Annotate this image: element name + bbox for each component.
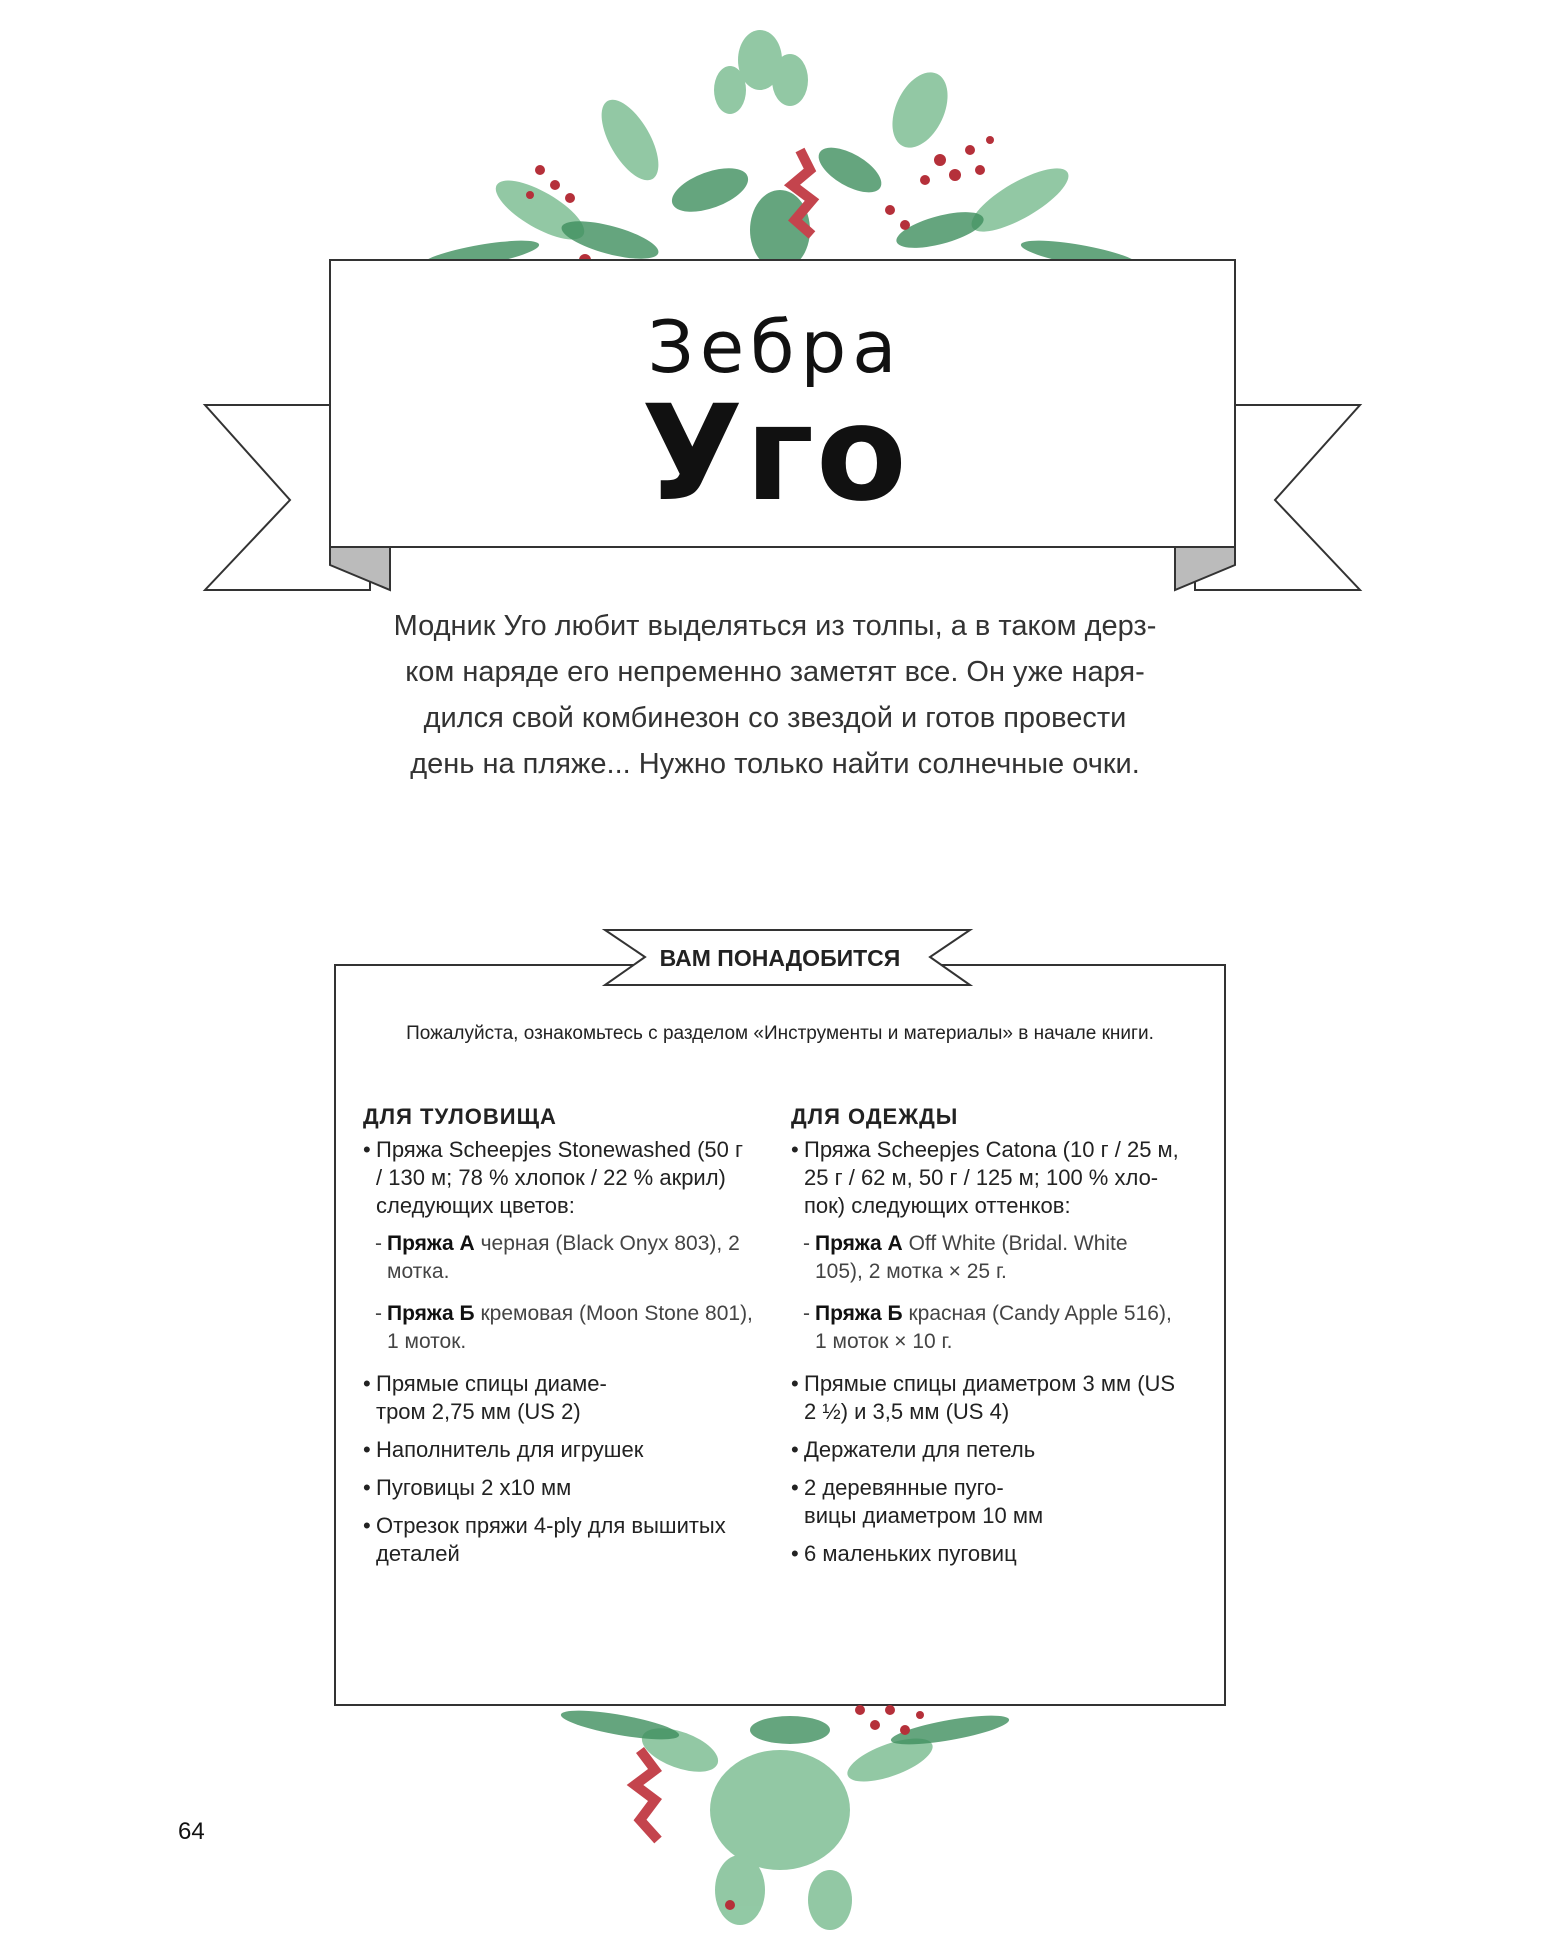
list-item: • 6 маленьких пуговиц [791,1540,1181,1568]
page-number: 64 [178,1818,205,1845]
list-item: • Пряжа Scheepjes Catona (10 г / 25 м, 25 г / 62 м, 50 г / 125 м; 100 % хло-пок) следующих оттенков: [791,1136,1181,1220]
intro-line: ком наряде его непременно заметят все. Он уже наря- [405,656,1145,688]
botanical-decoration-bottom [530,1690,1030,1937]
intro-paragraph [390,603,1160,787]
list-subitem: - Пряжа Б кремовая (Moon Stone 801), 1 моток. [363,1300,753,1356]
list-item: • Прямые спицы диаметром 3 мм (US 2 ½) и 3,5 мм (US 4) [791,1370,1181,1426]
list-subitem: - Пряжа А Off White (Bridal. White 105), 2 мотка × 25 г. [791,1230,1181,1286]
page-title: Уго [641,377,909,531]
list-item: • Прямые спицы диаме- тром 2,75 мм (US 2) [363,1370,753,1426]
title-subtitle: Зебра [647,305,903,389]
list-subitem: - Пряжа Б красная (Candy Apple 516), 1 моток × 10 г. [791,1300,1181,1356]
list-item: • Держатели для петель [791,1436,1181,1464]
intro-line: дился свой комбинезон со звездой и готов провести [423,702,1127,734]
list-item: • Пряжа Scheepjes Stonewashed (50 г / 130 м; 78 % хлопок / 22 % акрил) следующих цветов: [363,1136,753,1220]
list-subitem: - Пряжа А черная (Black Onyx 803), 2 мотка. [363,1230,753,1286]
list-item: • Отрезок пряжи 4-ply для вышитых деталей [363,1512,753,1568]
list-item: • Наполнитель для игрушек [363,1436,753,1464]
materials-heading: ВАМ ПОНАДОБИТСЯ [659,945,901,971]
clothes-heading: ДЛЯ ОДЕЖДЫ [791,1104,959,1129]
body-heading: ДЛЯ ТУЛОВИЩА [363,1104,557,1129]
materials-note: Пожалуйста, ознакомьтесь с разделом «Инструменты и материалы» в начале книги. [406,1023,1154,1044]
body-materials-column [363,1103,753,1578]
list-item: • Пуговицы 2 х10 мм [363,1474,753,1502]
clothes-materials-column [791,1103,1181,1578]
intro-line: Модник Уго любит выделяться из толпы, а в таком дерз- [393,610,1157,642]
intro-line: день на пляже... Нужно только найти солнечные очки. [410,748,1140,780]
list-item: • 2 деревянные пуго- вицы диаметром 10 мм [791,1474,1181,1530]
